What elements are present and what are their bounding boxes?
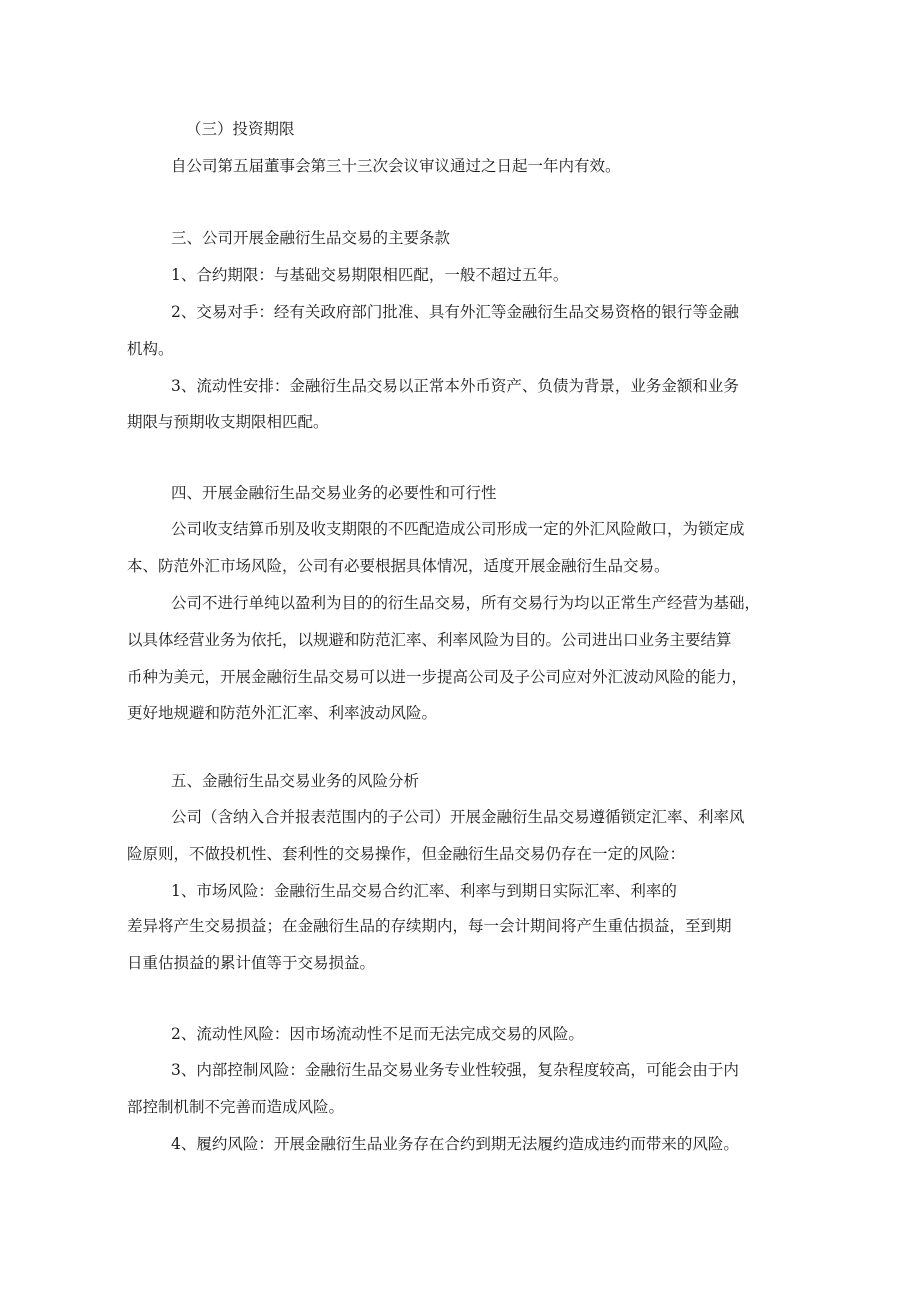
section-heading-risk-analysis: 五、金融衍生品交易业务的风险分析 bbox=[171, 772, 420, 790]
paragraph-line: 日重估损益的累计值等于交易损益。 bbox=[127, 954, 376, 972]
paragraph-line: 自公司第五届董事会第三十三次会议审议通过之日起一年内有效。 bbox=[171, 157, 621, 175]
paragraph-line: 2、交易对手：经有关政府部门批准、具有外汇等金融衍生品交易资格的银行等金融 bbox=[171, 303, 739, 321]
paragraph-line: 差异将产生交易损益；在金融衍生品的存续期内，每一会计期间将产生重估损益，至到期 bbox=[127, 917, 732, 935]
paragraph-line: 本、防范外汇市场风险，公司有必要根据具体情况，适度开展金融衍生品交易。 bbox=[127, 557, 670, 575]
paragraph-line: 更好地规避和防范外汇汇率、利率波动风险。 bbox=[127, 704, 438, 722]
paragraph-line: 以具体经营业务为依托，以规避和防范汇率、利率风险为目的。公司进出口业务主要结算 bbox=[127, 631, 732, 649]
paragraph-line: 机构。 bbox=[127, 340, 174, 358]
paragraph-line: 部控制机制不完善而造成风险。 bbox=[127, 1098, 345, 1116]
paragraph-line: 公司收支结算币别及收支期限的不匹配造成公司形成一定的外汇风险敞口，为锁定成 bbox=[171, 520, 745, 538]
paragraph-line: 2、流动性风险：因市场流动性不足而无法完成交易的风险。 bbox=[171, 1025, 584, 1043]
paragraph-line: 4、履约风险：开展金融衍生品业务存在合约到期无法履约造成违约而带来的风险。 bbox=[171, 1135, 739, 1153]
paragraph-line: 公司（含纳入合并报表范围内的子公司）开展金融衍生品交易遵循锁定汇率、利率风 bbox=[171, 808, 745, 826]
paragraph-line: 币种为美元，开展金融衍生品交易可以进一步提高公司及子公司应对外汇波动风险的能力， bbox=[127, 668, 748, 686]
paragraph-line: 3、流动性安排：金融衍生品交易以正常本外币资产、负债为背景，业务金额和业务 bbox=[171, 377, 739, 395]
paragraph-line: 险原则，不做投机性、套利性的交易操作，但金融衍生品交易仍存在一定的风险： bbox=[127, 845, 686, 863]
paragraph-line: 1、市场风险：金融衍生品交易合约汇率、利率与到期日实际汇率、利率的 bbox=[171, 882, 677, 900]
section-heading-main-terms: 三、公司开展金融衍生品交易的主要条款 bbox=[171, 229, 451, 247]
paragraph-line: 公司不进行单纯以盈利为目的的衍生品交易，所有交易行为均以正常生产经营为基础， bbox=[171, 594, 761, 612]
paragraph-line: 1、合约期限：与基础交易期限相匹配，一般不超过五年。 bbox=[171, 266, 569, 284]
section-heading-necessity: 四、开展金融衍生品交易业务的必要性和可行性 bbox=[171, 484, 497, 502]
section-heading-investment-period: （三）投资期限 bbox=[186, 120, 295, 138]
paragraph-line: 期限与预期收支期限相匹配。 bbox=[127, 413, 329, 431]
paragraph-line: 3、内部控制风险：金融衍生品交易业务专业性较强，复杂程度较高，可能会由于内 bbox=[171, 1061, 739, 1079]
